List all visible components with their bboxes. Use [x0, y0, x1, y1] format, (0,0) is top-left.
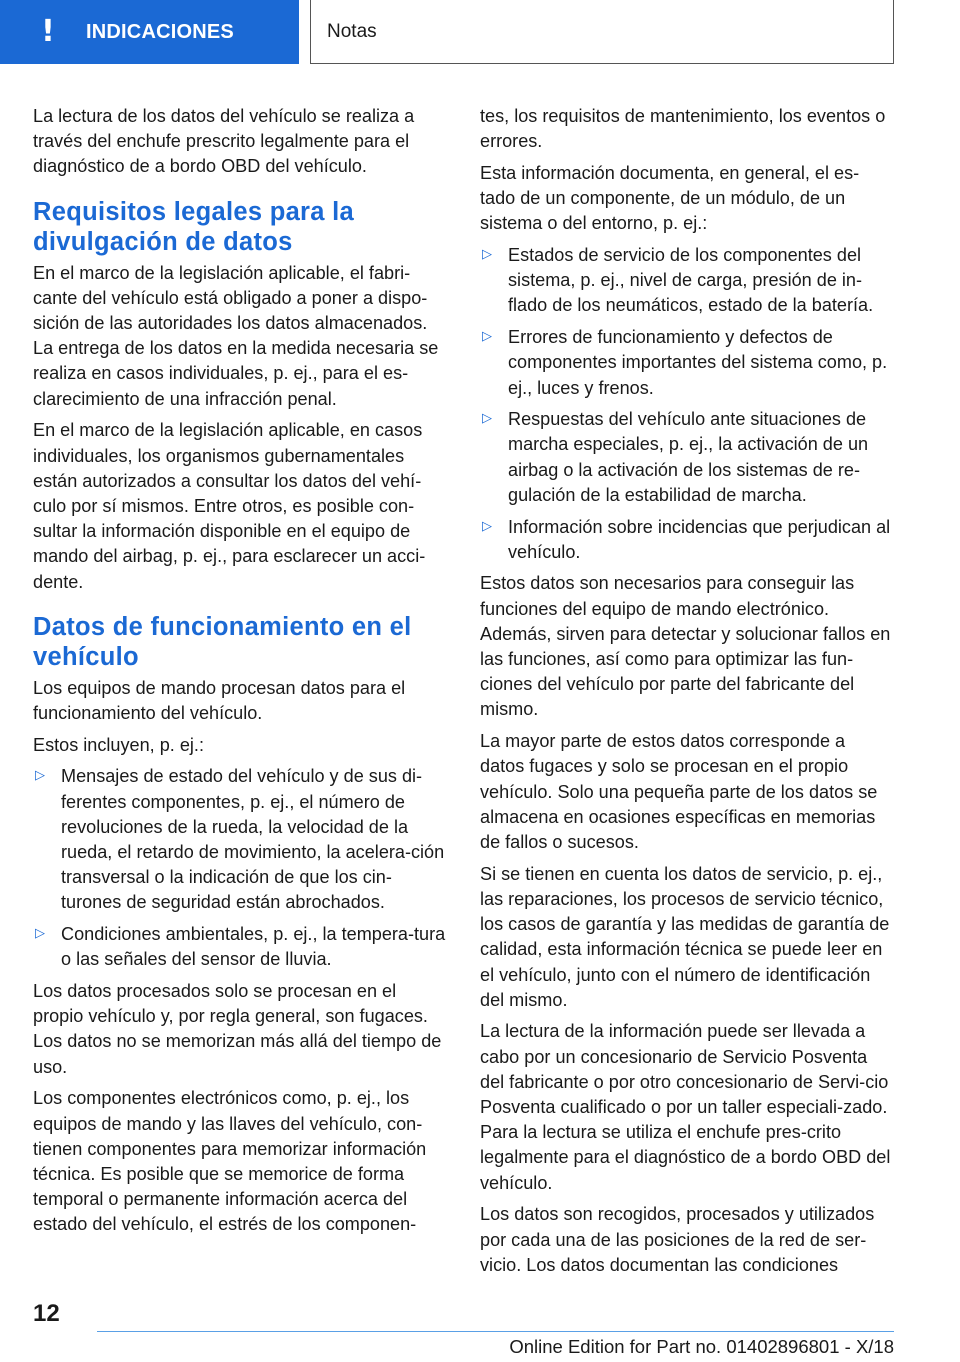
- paragraph: Estos datos son necesarios para conseguir las funciones del equipo de mando electrónico. Además, sirven para detectar y solucionar fallos en las funciones, así como para optimizar las fun‐ciones del vehículo por parte del fabricante del mismo.: [480, 573, 891, 720]
- list-item: ▷ Errores de funcionamiento y defectos de componentes importantes del sistema como, p. ej., luces y frenos.: [482, 327, 888, 398]
- list-item: ▷ Estados de servicio de los componentes del sistema, p. ej., nivel de carga, presión de in‐flado de los neumáticos, estado de la batería.: [482, 245, 874, 316]
- right-column: [480, 104, 894, 1284]
- triangle-bullet-icon: ▷: [35, 768, 45, 784]
- paragraph: Estos incluyen, p. ej.:: [33, 734, 204, 755]
- paragraph: La lectura de los datos del vehículo se realiza a través del enchufe prescrito legalmente para el diagnóstico de a bordo OBD del vehículo.: [33, 106, 415, 177]
- paragraph: Los componentes electrónicos como, p. ej., los equipos de mando y las llaves del vehículo, con‐tienen componentes para memorizar información técnica. Es posible que se memorice de forma temporal o permanente información acerca del estado del vehículo, el estrés de los componen‐: [33, 1088, 427, 1235]
- edition-footer: Online Edition for Part no. 01402896801 - X/18: [509, 1336, 894, 1357]
- bullet-list: [33, 764, 447, 972]
- section-heading: Requisitos legales para la divulgación de datos: [33, 197, 355, 256]
- section-tab-label: INDICACIONES: [86, 20, 234, 43]
- warning-icon: !: [41, 14, 55, 49]
- list-item: ▷ Información sobre incidencias que perjudican al vehículo.: [482, 516, 891, 562]
- subsection-label: Notas: [327, 20, 377, 42]
- paragraph: En el marco de la legislación aplicable, en casos individuales, los organismos gubernamentales están autorizados a consultar los datos del vehí‐culo por sí mismos. Entre otros, es posible con‐sultar la información disponible en el equipo de mando del airbag, p. ej., para esclarecer un acci‐dente.: [33, 420, 426, 592]
- section-heading: Datos de funcionamiento en el vehículo: [33, 612, 412, 671]
- page-number: 12: [33, 1300, 60, 1327]
- paragraph: La lectura de la información puede ser llevada a cabo por un concesionario de Servicio Posventa del fabricante o por otro concesionario de Servi‐cio Posventa cualificado o por un taller especiali‐zado. Para la lectura se utiliza el enchufe pres‐crito legalmente para el diagnóstico de a bordo OBD del vehículo.: [480, 1021, 891, 1193]
- triangle-bullet-icon: ▷: [482, 518, 492, 534]
- list-item: ▷ Mensajes de estado del vehículo y de sus di‐ferentes componentes, p. ej., el número de revoluciones de la rueda, la velocidad de la rueda, el retardo de movimiento, la acelera‐ción transversal o la indicación de que los cin‐turones de seguridad están abrochados.: [35, 766, 445, 913]
- paragraph: En el marco de la legislación aplicable, el fabri‐cante del vehículo está obligado a poner a dispo‐sición de las autoridades los datos almacenados. La entrega de los datos en la medida necesaria se realiza en casos individuales, p. ej., para el es‐clarecimiento de una infracción penal.: [33, 262, 439, 409]
- paragraph: Esta información documenta, en general, el es‐tado de un componente, de un módulo, de un sistema o del entorno, p. ej.:: [480, 162, 860, 234]
- list-item: ▷ Respuestas del vehículo ante situaciones de marcha especiales, p. ej., la activación de un airbag o la activación de los sistemas de re‐gulación de la estabilidad de marcha.: [482, 409, 869, 505]
- paragraph: La mayor parte de estos datos corresponde a datos fugaces y solo se procesan en el propio vehículo. Solo una pequeña parte de los datos se almacena en ocasiones específicas en memorias de fallos o sucesos.: [480, 731, 878, 852]
- subsection-header: [310, 0, 894, 64]
- section-tab[interactable]: [0, 0, 299, 64]
- triangle-bullet-icon: ▷: [35, 926, 45, 942]
- paragraph: Los datos procesados solo se procesan en el propio vehículo y, por regla general, son fugaces. Los datos no se memorizan más allá del tiempo de uso.: [33, 980, 442, 1077]
- paragraph: tes, los requisitos de mantenimiento, los eventos o errores.: [480, 106, 886, 152]
- left-column: [33, 104, 447, 1244]
- triangle-bullet-icon: ▷: [482, 411, 492, 427]
- paragraph: Si se tienen en cuenta los datos de servicio, p. ej., las reparaciones, los procesos de servicio técnico, los casos de garantía y las medidas de garantía de calidad, esta información técnica se puede leer en el vehículo, junto con el número de identificación del mismo.: [480, 863, 890, 1010]
- paragraph: Los equipos de mando procesan datos para el funcionamiento del vehículo.: [33, 677, 406, 723]
- triangle-bullet-icon: ▷: [482, 329, 492, 345]
- bullet-list: [480, 243, 894, 565]
- footer-divider: [97, 1331, 894, 1332]
- paragraph: Los datos son recogidos, procesados y utilizados por cada una de las posiciones de la red de ser‐vicio. Los datos documentan las condiciones: [480, 1204, 875, 1275]
- list-item: ▷ Condiciones ambientales, p. ej., la tempera‐tura o las señales del sensor de lluvia.: [35, 924, 446, 970]
- triangle-bullet-icon: ▷: [482, 247, 492, 263]
